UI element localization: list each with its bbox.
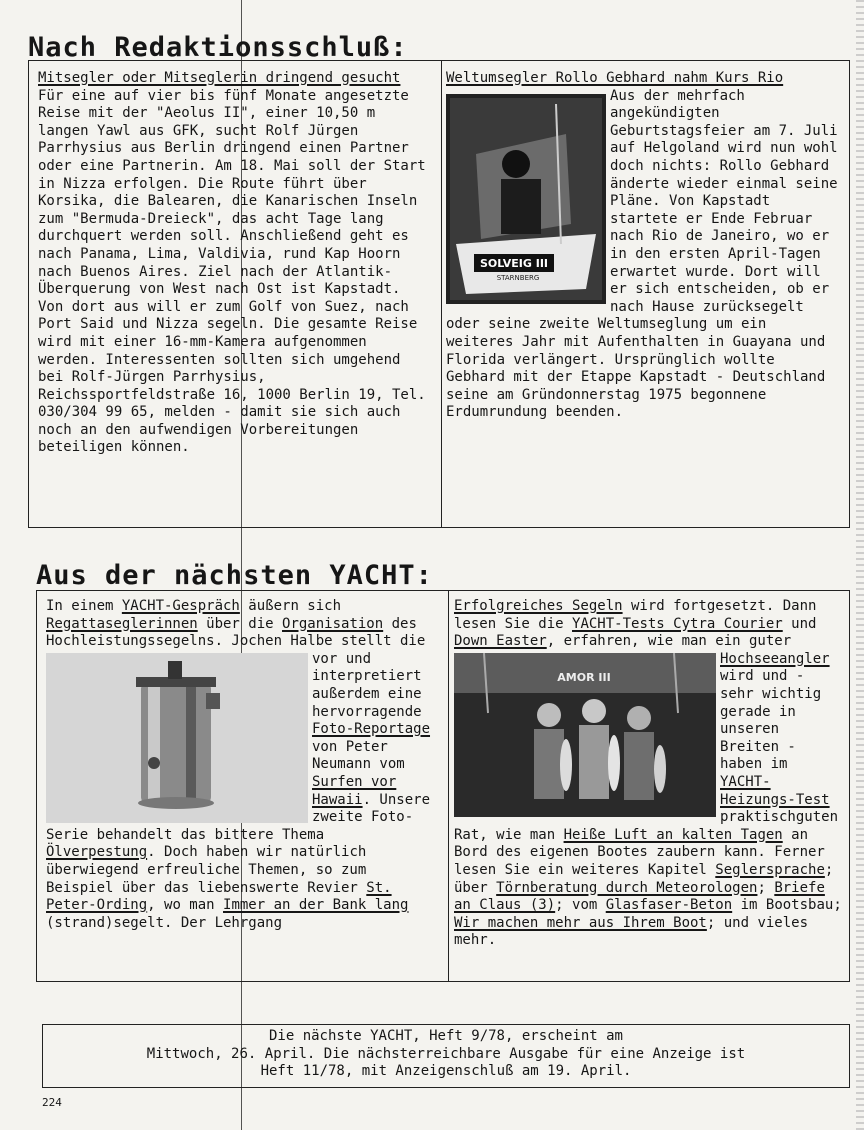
- preview-column-divider: [448, 590, 449, 982]
- topic-erfolgreiches-segeln: Erfolgreiches Segeln: [454, 598, 623, 614]
- anglers-photo: [454, 653, 716, 817]
- next-issue-line-2: Mittwoch, 26. April. Die nächsterreichbare Ausgabe für eine Anzeige ist: [146, 1045, 746, 1062]
- article-gebhard-body: Aus der mehrfach angekündigten Geburtstagsfeier am 7. Juli auf Helgoland wird nun wohl doch nichts: Rollo Gebhard änderte wieder einmal seine Pläne. Von Kapstadt startete er Ende Februar nach Rio de Janeiro, wo er in den ersten April-Tagen erwartet wurde. Dort will er sich entscheiden, ob er nach Hause zurücksegelt oder seine zweite Weltumseglung um ein weiteres Jahr mit Aufenthalten in Guayana und Florida verlängert. Ursprünglich wollte Gebhard mit der Etappe Kapstadt - Deutschland seine am Gründonnerstag 1975 begonnene Erdumrundung beenden.: [446, 87, 838, 421]
- next-issue-notice: [42, 1028, 850, 1081]
- topic-yacht-heizungs-test: YACHT-Heizungs-Test: [720, 773, 830, 808]
- topic-immer-an-der-bank-lang: Immer an der Bank lang: [223, 897, 409, 914]
- topic-hochseeangler: Hochseeangler: [720, 650, 830, 667]
- heater-photo: [46, 653, 308, 823]
- preview-column-right: Erfolgreiches Segeln wird fortgesetzt. Dann lesen Sie die YACHT-Tests Cytra Courier und Down Easter, erfahren, wie man ein guter Hochseeangler AMOR III wird und - sehr wichtig gerade in unseren Breiten - haben im YACHT-Heizungs-Test praktischguten Rat, wie man Heiße Luft an kalten Tagen an Bord des eigenen Bootes zaubern kann. Ferner lesen Sie ein weiteres Kapitel Seglersprache; über Törnberatung durch Meteorologen; Briefe an Claus (3); vom Glasfaser-Beton im Bootsbau; Wir machen mehr aus Ihrem Boot; und vieles mehr.: [454, 598, 842, 949]
- topic-st-peter-ording: St. Peter-Ording: [46, 879, 392, 914]
- topic-oelverpestung: Ölverpestung: [46, 844, 148, 861]
- section-title-naechste-yacht: Aus der nächsten YACHT:: [36, 560, 433, 591]
- next-issue-line-3: Heft 11/78, mit Anzeigenschluß am 19. April.: [260, 1063, 632, 1080]
- topic-heisse-luft: Heiße Luft an kalten Tagen: [563, 826, 783, 843]
- next-issue-line-1: Die nächste YACHT, Heft 9/78, erscheint am: [268, 1028, 623, 1044]
- topic-surfen-hawaii: Surfen vor Hawaii: [312, 773, 397, 808]
- article-mitsegler-headline: Mitsegler oder Mitseglerin dringend gesucht: [38, 70, 401, 86]
- boat-home-port-label: STARNBERG: [496, 273, 540, 282]
- topic-regattaseglerinnen: Regattaseglerinnen: [46, 615, 198, 632]
- sailboat-photo: [446, 94, 606, 304]
- topic-briefe-an-claus: Briefe an Claus (3): [454, 879, 825, 914]
- article-gebhard-headline: Weltumsegler Rollo Gebhard nahm Kurs Rio: [446, 70, 784, 86]
- topic-wir-machen-mehr: Wir machen mehr aus Ihrem Boot: [454, 914, 707, 931]
- topic-down-easter: Down Easter: [454, 633, 547, 650]
- boat-name-label: SOLVEIG III: [479, 256, 549, 270]
- page-number: 224: [42, 1096, 62, 1109]
- article-gebhard: [446, 70, 842, 422]
- topic-seglersprache: Seglersprache: [715, 861, 825, 878]
- topic-yacht-gespraech: YACHT-Gespräch: [121, 598, 240, 614]
- article-mitsegler-body: Für eine auf vier bis fünf Monate angesetzte Reise mit der "Aeolus II", einer 10,50 m langen Yawl aus GFK, sucht Rolf Jürgen Parrhysius aus Berlin dringend einen Partner oder eine Partnerin. Am 18. Mai soll der Start in Nizza erfolgen. Die Route führt über Korsika, die Balearen, die Kanarischen Inseln zum "Bermuda-Dreieck", das acht Tage lang durchquert werden soll. Anschließend geht es nach Panama, Lima, Valdivia, rund Kap Hoorn nach Buenos Aires. Ziel nach der Atlantik-Überquerung von West nach Ost ist Kapstadt. Von dort aus will er zum Golf von Suez, nach Port Said und Nizza segeln. Die gesamte Reise wird mit einer 16-mm-Kamera aufgenommen werden. Interessenten sollten sich umgehend bei Rolf-Jürgen Parrhysius, Reichssportfeldstraße 16, 1000 Berlin 19, Tel. 030/304 99 65, melden - damit sie sich auch noch an den aufwendigen Vorbereitungen beteiligen können.: [38, 87, 426, 456]
- section-title-redaktionsschluss: Nach Redaktionsschluß:: [28, 32, 408, 63]
- topic-toernberatung: Törnberatung durch Meteorologen: [496, 879, 758, 896]
- topic-glasfaser-beton: Glasfaser-Beton: [605, 897, 733, 914]
- topic-foto-reportage: Foto-Reportage: [312, 721, 431, 738]
- topic-organisation: Organisation: [282, 615, 384, 632]
- boat-name-amor-label: AMOR III: [557, 670, 611, 684]
- news-column-divider: [441, 60, 442, 528]
- article-mitsegler: [38, 70, 434, 457]
- topic-yacht-tests-cytra-courier: YACHT-Tests Cytra Courier: [572, 615, 783, 632]
- page-edge: [856, 0, 864, 1130]
- preview-column-left: In einem YACHT-Gespräch äußern sich Regattaseglerinnen über die Organisation des Hochleistungssegelns. Jochen Halbe stellt die vor und interpretiert außerdem eine hervorragende Foto-Reportage von Peter Neumann vom Surfen vor Hawaii. Unsere zweite Foto-Serie behandelt das bittere Thema Ölverpestung. Doch haben wir natürlich überwiegend erfreuliche Themen, so zum Beispiel über das liebenswerte Revier St. Peter-Ording, wo man Immer an der Bank lang (strand)segelt. Der Lehrgang: [46, 598, 431, 931]
